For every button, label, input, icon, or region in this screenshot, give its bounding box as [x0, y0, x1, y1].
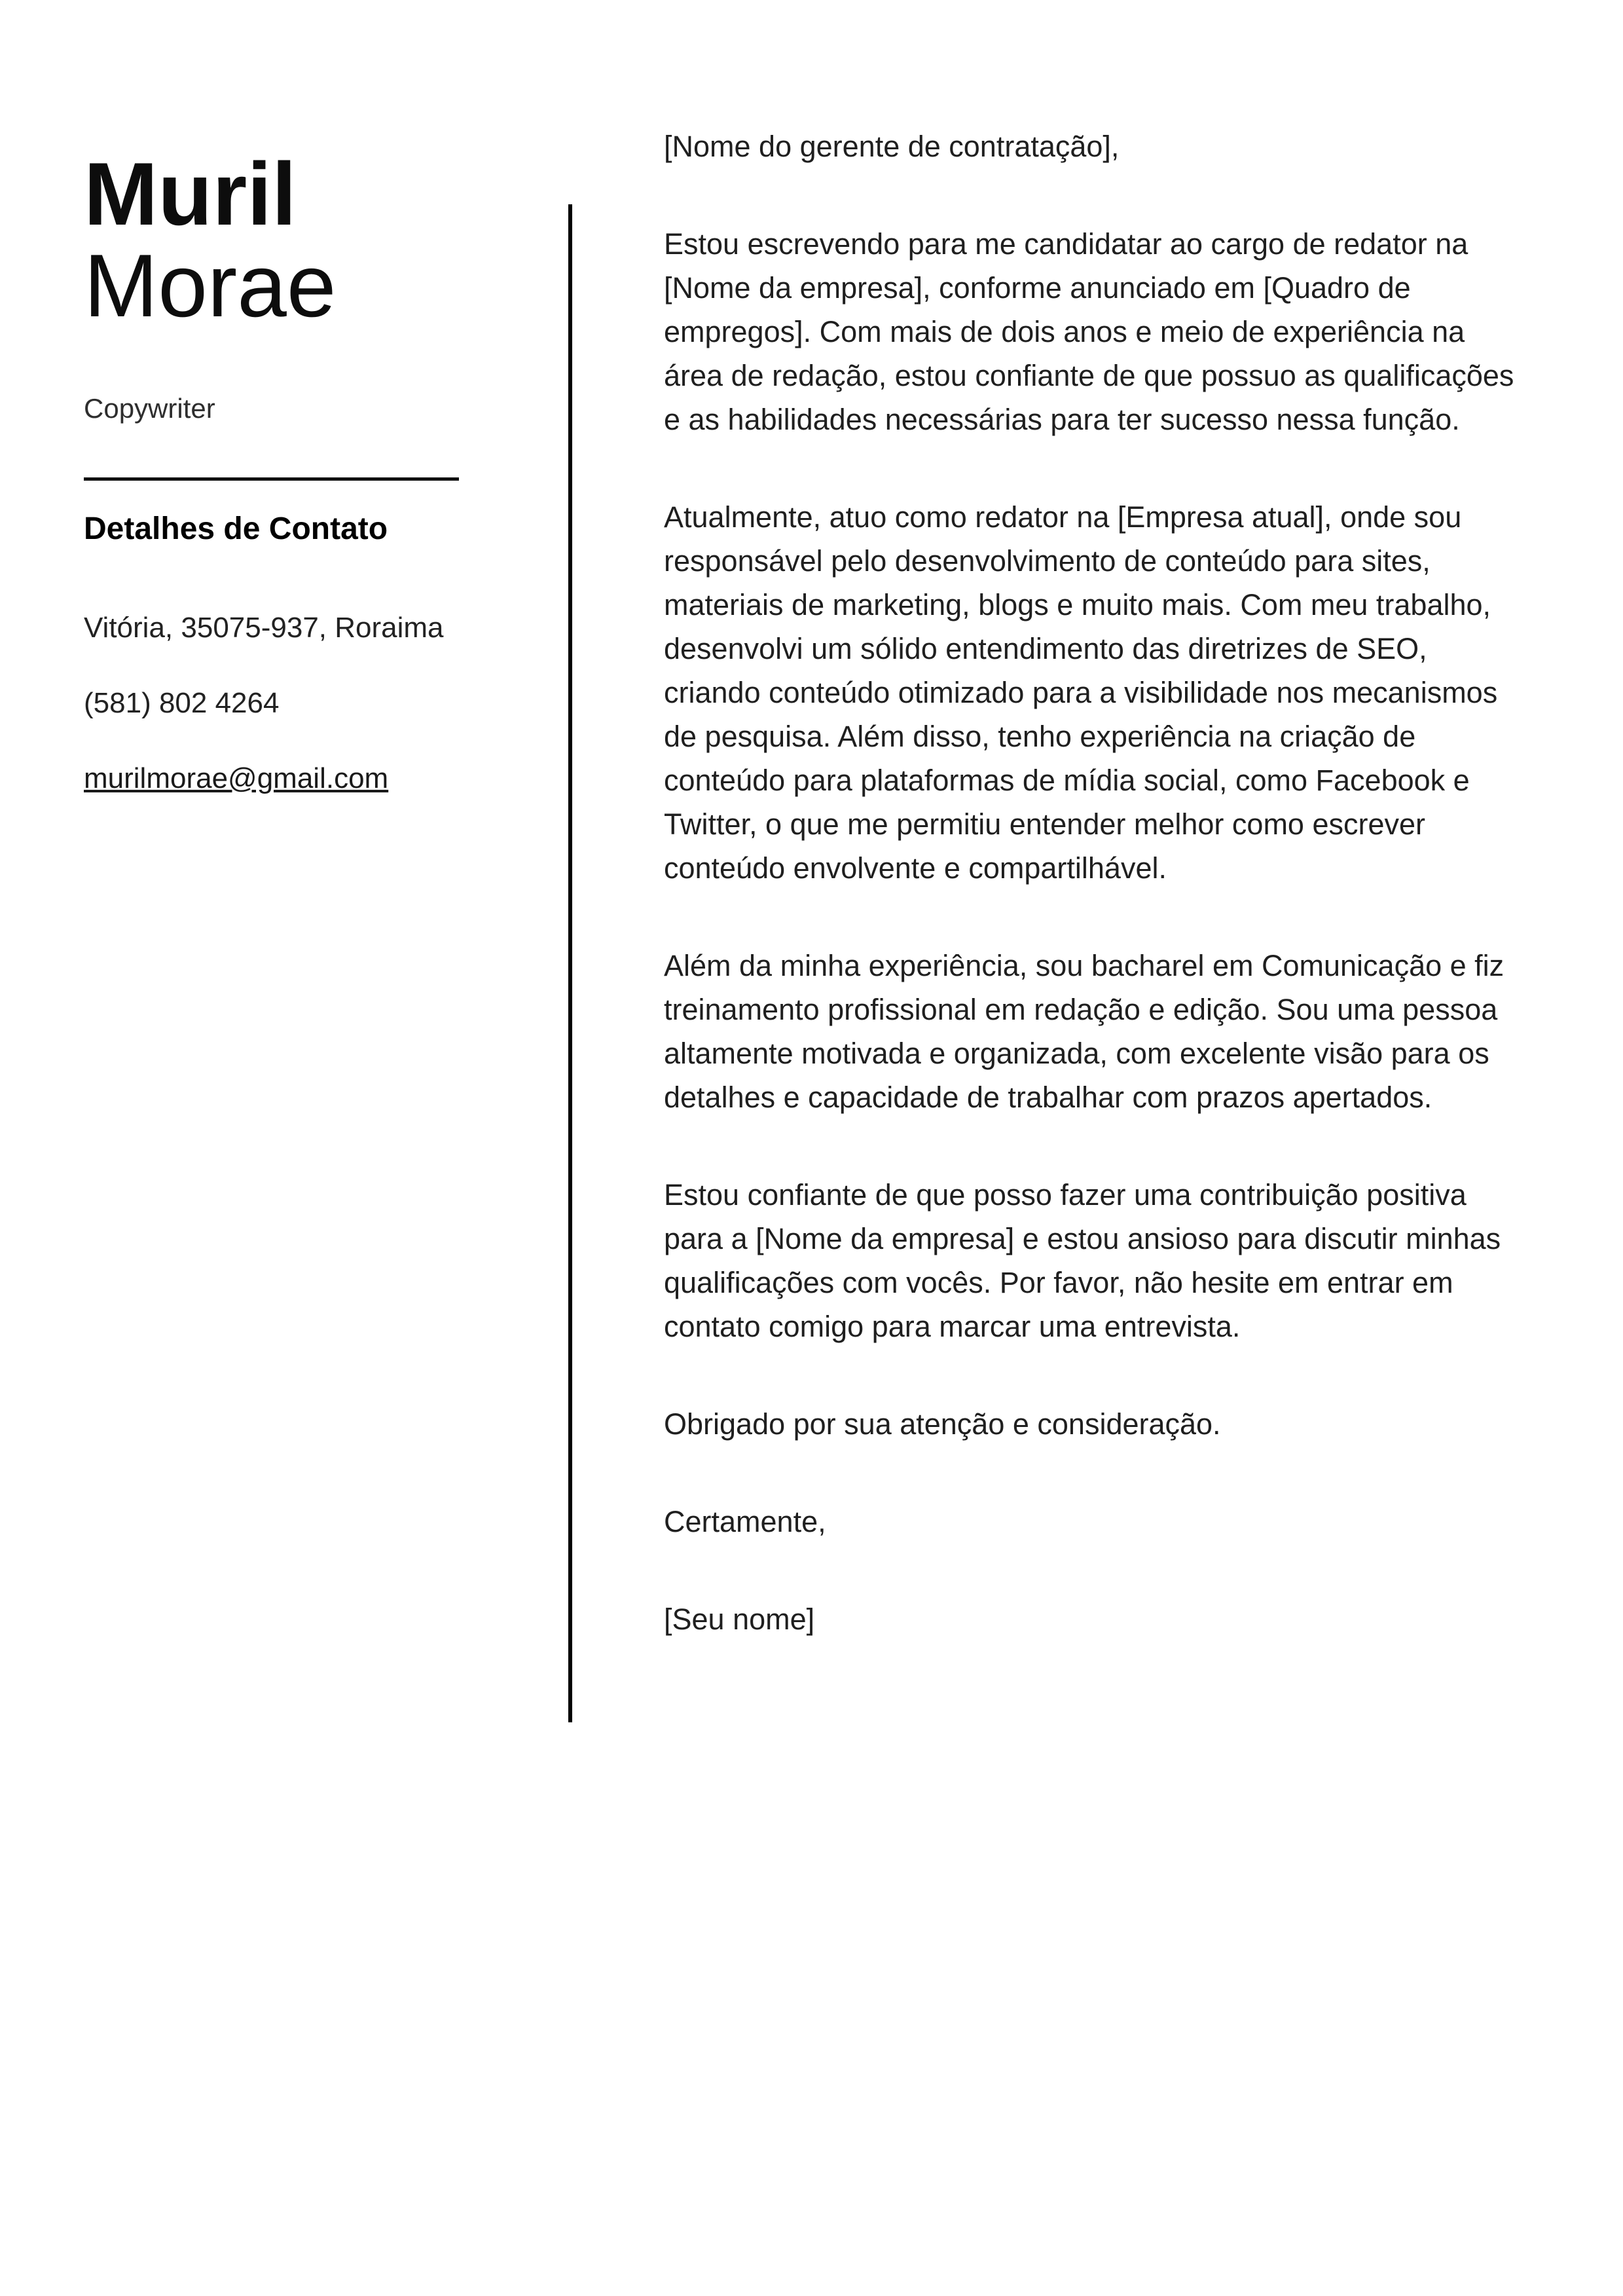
body-paragraph-3: Além da minha experiência, sou bacharel em Comunicação e fiz treinamento profissional em redação e edição. Sou uma pessoa altamente motivada e organizada, com excelente visão para os detalhes e capacidade de trabalhar com prazos apertados.	[664, 949, 1504, 1114]
contact-heading: Detalhes de Contato	[84, 511, 388, 547]
signature-line: [Seu nome]	[664, 1602, 815, 1636]
column-divider	[568, 204, 572, 1722]
sidebar	[84, 88, 483, 833]
closing-line: Certamente,	[664, 1505, 826, 1538]
candidate-last-name: Morae	[84, 236, 337, 336]
contact-phone: (581) 802 4264	[84, 687, 280, 720]
body-paragraph-1: Estou escrevendo para me candidatar ao cargo de redator na [Nome da empresa], conforme anunciado em [Quadro de empregos]. Com mais de dois anos e meio de experiência na área de redação, estou confiante de que possuo as qualificações e as habilidades necessárias para ter sucesso nessa função.	[664, 227, 1514, 436]
section-divider	[84, 477, 459, 481]
body-paragraph-2: Atualmente, atuo como redator na [Empresa atual], onde sou responsável pelo desenvolvimento de conteúdo para sites, materiais de marketing, blogs e muito mais. Com meu trabalho, desenvolvi um sólido entendimento das diretrizes de SEO, criando conteúdo otimizado para a visibilidade nos mecanismos de pesquisa. Além disso, tenho experiência na criação de conteúdo para plataformas de mídia social, como Facebook e Twitter, o que me permitiu entender melhor como escrever conteúdo envolvente e compartilhável.	[664, 500, 1498, 885]
contact-email-link[interactable]: murilmorae@gmail.com	[84, 762, 389, 795]
greeting-line: [Nome do gerente de contratação],	[664, 130, 1120, 163]
candidate-name	[84, 144, 483, 336]
candidate-first-name: Muril	[84, 144, 297, 244]
contact-address: Vitória, 35075-937, Roraima	[84, 612, 444, 644]
job-title: Copywriter	[84, 393, 215, 424]
thanks-line: Obrigado por sua atenção e consideração.	[664, 1407, 1221, 1441]
body-paragraph-4: Estou confiante de que posso fazer uma contribuição positiva para a [Nome da empresa] e estou ansioso para discutir minhas qualificações com vocês. Por favor, não hesite em entrar em contato comigo para marcar uma entrevista.	[664, 1178, 1501, 1343]
letter-body	[664, 124, 1515, 1695]
